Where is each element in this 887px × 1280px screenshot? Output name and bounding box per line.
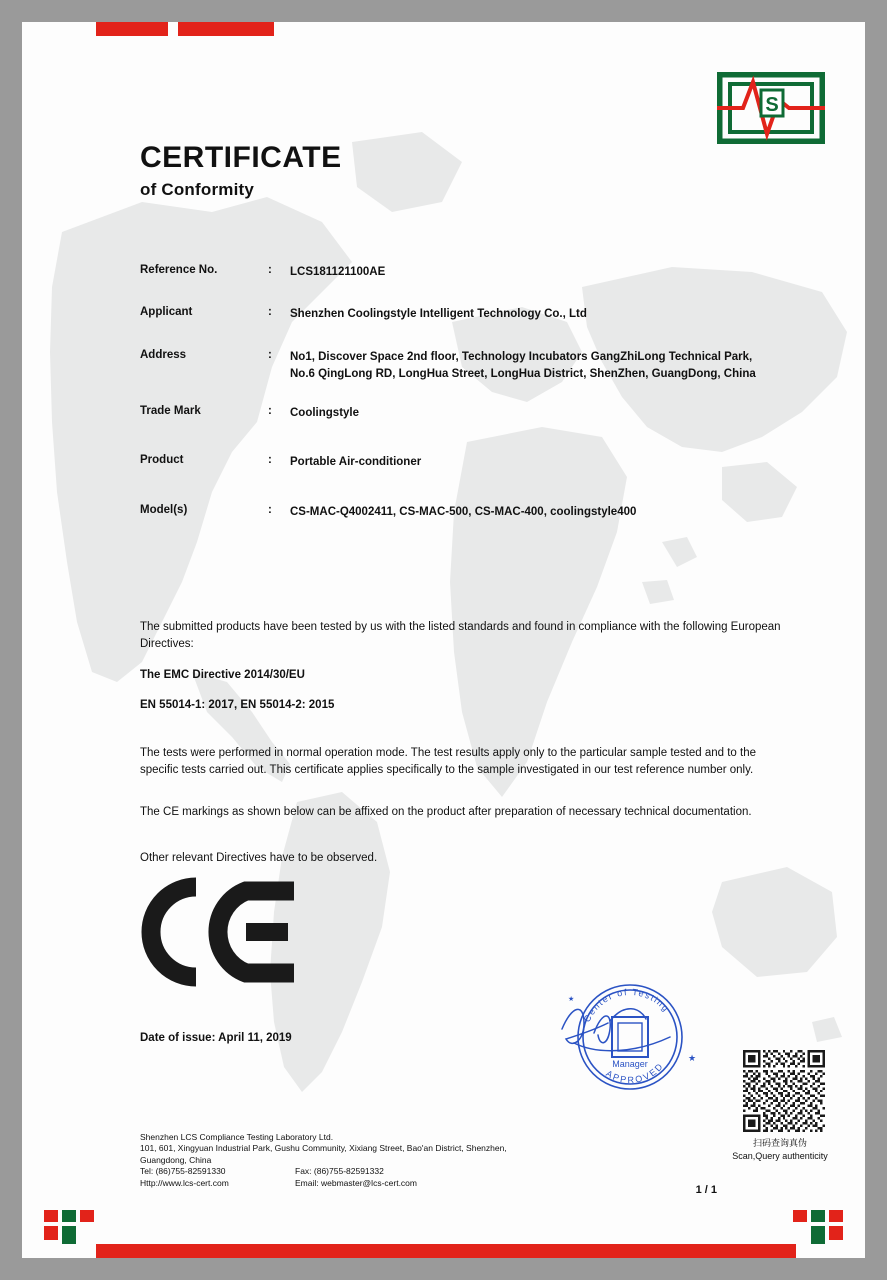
ce-note-paragraph: The CE markings as shown below can be affixed on the product after preparation of necessary technical documentation. (140, 806, 752, 818)
page-subtitle: of Conformity (140, 179, 255, 199)
page-number: 1 / 1 (695, 1184, 717, 1196)
qr-code[interactable] (743, 1050, 825, 1132)
other-directives-paragraph: Other relevant Directives have to be observed. (140, 852, 378, 864)
field-colon: : (268, 405, 272, 417)
field-value: Shenzhen Coolingstyle Intelligent Technology Co., Ltd (290, 308, 587, 321)
directive-line: The EMC Directive 2014/30/EU (140, 669, 305, 681)
qr-caption-en: Scan,Query authenticity (732, 1151, 828, 1162)
field-value: LCS181121100AE (290, 266, 386, 278)
field-row (140, 454, 780, 471)
footer-address-line1: 101, 601, Xingyuan Industrial Park, Gushu Community, Xixiang Street, Bao'an District, Shenzhen, (140, 1143, 507, 1154)
field-colon: : (268, 348, 272, 361)
standards-line: EN 55014-1: 2017, EN 55014-2: 2015 (140, 699, 335, 711)
field-value: Portable Air-conditioner (290, 456, 422, 469)
stamp-ring-top: Center of Testing (581, 986, 672, 1024)
stamp-role: Manager (612, 1059, 648, 1069)
field-colon: : (268, 264, 272, 276)
field-label: Model(s) (140, 503, 188, 516)
footer-email[interactable]: Email: webmaster@lcs-cert.com (295, 1177, 417, 1188)
ce-mark-icon (134, 877, 304, 987)
stamp-star-right: ★ (688, 1053, 697, 1063)
field-value: Coolingstyle (290, 407, 360, 419)
field-row (140, 264, 780, 281)
svg-text:S: S (765, 94, 779, 116)
footer-contact-row-1 (140, 1166, 535, 1177)
footer-tel: Tel: (86)755-82591330 (140, 1166, 226, 1177)
field-label: Product (140, 454, 184, 467)
approval-stamp (550, 977, 710, 1107)
field-row (140, 405, 780, 422)
intro-paragraph: The submitted products have been tested by us with the listed standards and found in compliance with the following European Directives: (140, 621, 781, 650)
certificate-sheet (22, 22, 865, 1258)
footer-address-line2: Guangdong, China (140, 1154, 212, 1165)
field-row (140, 306, 780, 323)
footer-lab-name: Shenzhen LCS Compliance Testing Laboratory Ltd. (140, 1132, 334, 1142)
title-block (140, 142, 342, 200)
fields-table (140, 264, 780, 521)
tests-paragraph: The tests were performed in normal operation mode. The test results apply only to the particular sample tested and to the specific tests carried out. This certificate applies specifically to the sample investigated in our test reference number only. (140, 747, 757, 776)
field-label: Address (140, 348, 187, 361)
field-colon: : (268, 503, 272, 516)
certificate-content (22, 22, 865, 1258)
footer (140, 1132, 535, 1189)
field-colon: : (268, 454, 272, 467)
field-row (140, 349, 780, 384)
field-label: Trade Mark (140, 405, 201, 417)
field-colon: : (268, 306, 272, 319)
field-value: No1, Discover Space 2nd floor, Technology Incubators GangZhiLong Technical Park, No.6 QingLong RD, LongHua Street, LongHua District, ShenZhen, GuangDong, China (290, 350, 756, 380)
footer-website[interactable]: Http://www.lcs-cert.com (140, 1177, 229, 1188)
lcs-logo-icon (717, 72, 825, 144)
page-title: CERTIFICATE (140, 141, 342, 174)
qr-caption-cn: 扫码查询真伪 (752, 1138, 807, 1148)
field-label: Reference No. (140, 264, 218, 276)
footer-contact-row-2 (140, 1178, 535, 1189)
stamp-star-left: ★ (568, 996, 575, 1003)
field-label: Applicant (140, 306, 193, 319)
stamp-ring-bottom: APPROVED (604, 1060, 666, 1086)
footer-fax: Fax: (86)755-82591332 (295, 1166, 384, 1177)
field-row (140, 504, 780, 521)
qr-caption (715, 1137, 845, 1163)
date-of-issue: Date of issue: April 11, 2019 (140, 1032, 292, 1044)
field-value: CS-MAC-Q4002411, CS-MAC-500, CS-MAC-400, coolingstyle400 (290, 505, 637, 518)
